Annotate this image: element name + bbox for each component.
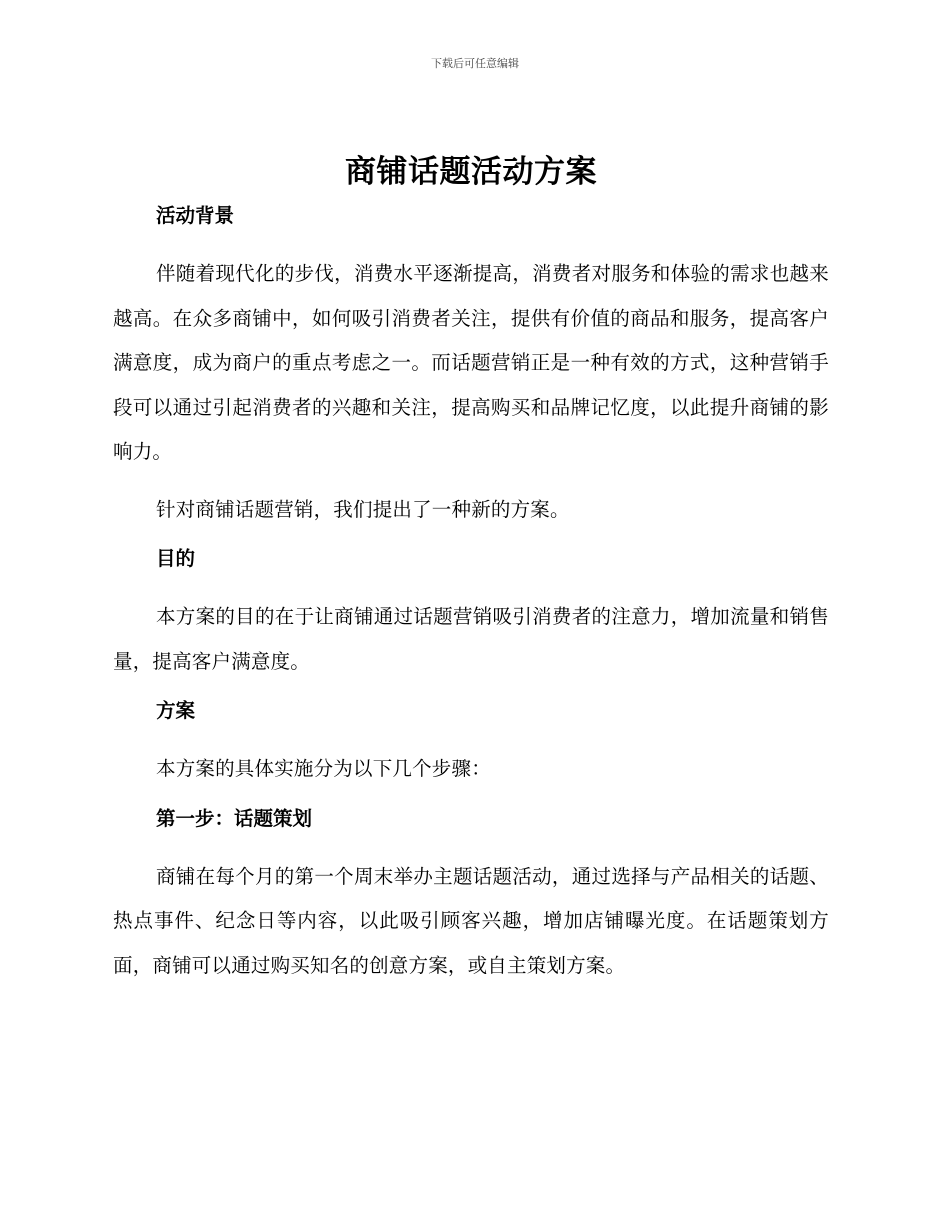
paragraph-background-1: 伴随着现代化的步伐，消费水平逐渐提高，消费者对服务和体验的需求也越来越高。在众多商铺中，如何吸引消费者关注，提供有价值的商品和服务，提高客户满意度，成为商户的重点考虑之一。而话题营销正是一种有效的方式，这种营销手段可以通过引起消费者的兴趣和关注，提高购买和品牌记忆度，以此提升商铺的影响力。 <box>113 262 829 463</box>
paragraph-step1-1: 商铺在每个月的第一个周末举办主题话题活动，通过选择与产品相关的话题、热点事件、纪念日等内容，以此吸引顾客兴趣，增加店铺曝光度。在话题策划方面，商铺可以通过购买知名的创意方案，或自主策划方案。 <box>113 864 829 977</box>
section-heading-step1: 第一步：话题策划 <box>156 806 313 830</box>
document-body <box>113 150 829 1001</box>
section-heading-plan: 方案 <box>156 699 196 722</box>
section-heading-purpose: 目的 <box>156 547 196 570</box>
paragraph-purpose-1: 本方案的目的在于让商铺通过话题营销吸引消费者的注意力，增加流量和销售量，提高客户满意度。 <box>113 605 829 673</box>
paragraph-plan-1: 本方案的具体实施分为以下几个步骤： <box>156 757 491 780</box>
document-title: 商铺话题活动方案 <box>345 154 597 190</box>
section-heading-background: 活动背景 <box>156 204 235 227</box>
paragraph-background-2: 针对商铺话题营销，我们提出了一种新的方案。 <box>156 497 570 521</box>
header-note: 下载后可任意编辑 <box>431 57 519 70</box>
